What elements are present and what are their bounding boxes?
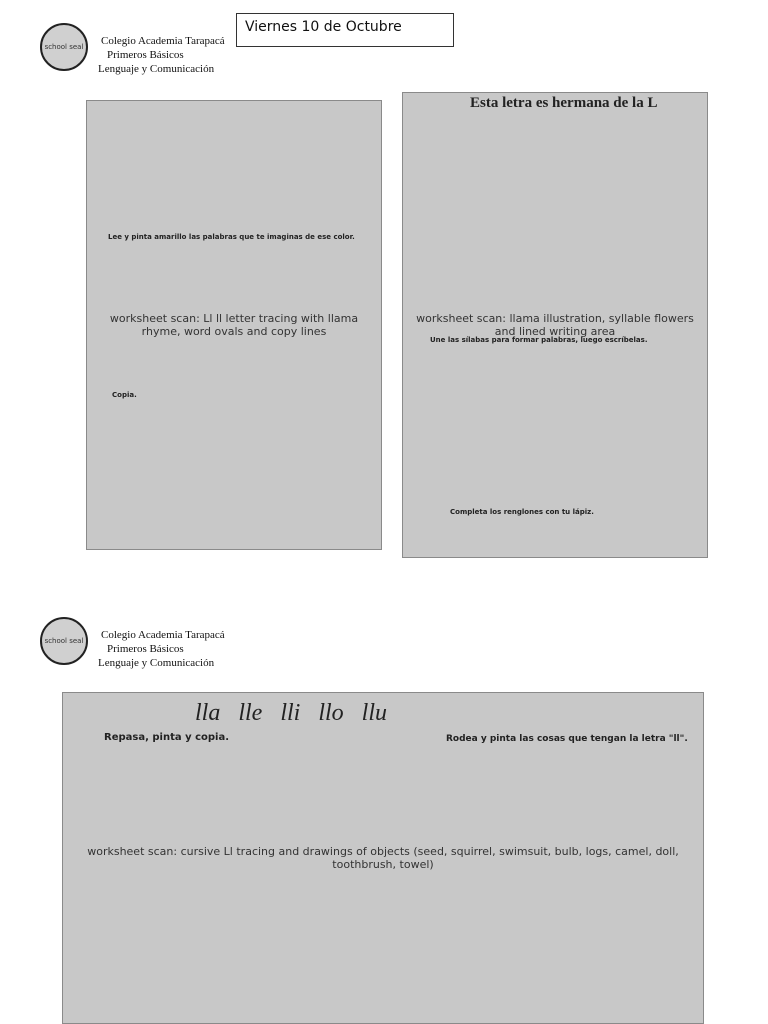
school-name: Colegio Academia Tarapacá <box>101 35 225 47</box>
instruction-rodea: Rodea y pinta las cosas que tengan la letra "ll". <box>446 734 688 744</box>
seal-caption-2: school seal <box>44 637 84 645</box>
right-worksheet-title: Esta letra es hermana de la L <box>470 95 658 111</box>
seal-caption: school seal <box>44 43 84 51</box>
right-instruction-join: Une las sílabas para formar palabras, luego escríbelas. <box>430 336 648 344</box>
subject-label: Lenguaje y Comunicación <box>98 63 215 75</box>
school-name-2: Colegio Academia Tarapacá <box>101 629 225 641</box>
right-worksheet-image <box>402 92 708 558</box>
syllable-row: lla lle lli llo llu <box>195 700 387 726</box>
school-seal-image <box>40 23 88 71</box>
left-instruction-read: Lee y pinta amarillo las palabras que te imaginas de ese color. <box>108 233 355 241</box>
page2-worksheet-caption: worksheet scan: cursive Ll tracing and drawings of objects (seed, squirrel, swimsuit, bulb, logs, camel, doll, toothbrush, towel) <box>87 845 679 871</box>
grade-label-2: Primeros Básicos <box>107 643 184 655</box>
instruction-repasa: Repasa, pinta y copia. <box>104 732 230 743</box>
right-worksheet-caption: worksheet scan: llama illustration, syllable flowers and lined writing area <box>416 312 694 338</box>
subject-label-2: Lenguaje y Comunicación <box>98 657 215 669</box>
left-worksheet-caption: worksheet scan: Ll ll letter tracing with llama rhyme, word ovals and copy lines <box>109 312 359 338</box>
grade-label: Primeros Básicos <box>107 49 184 61</box>
page2-header <box>98 628 225 670</box>
date-text: Viernes 10 de Octubre <box>245 19 402 35</box>
date-box <box>236 13 454 47</box>
left-worksheet-image <box>86 100 382 550</box>
school-seal-image-2 <box>40 617 88 665</box>
right-instruction-complete: Completa los renglones con tu lápiz. <box>450 508 594 516</box>
left-instruction-copy: Copia. <box>112 391 137 399</box>
page1-header <box>98 34 225 76</box>
